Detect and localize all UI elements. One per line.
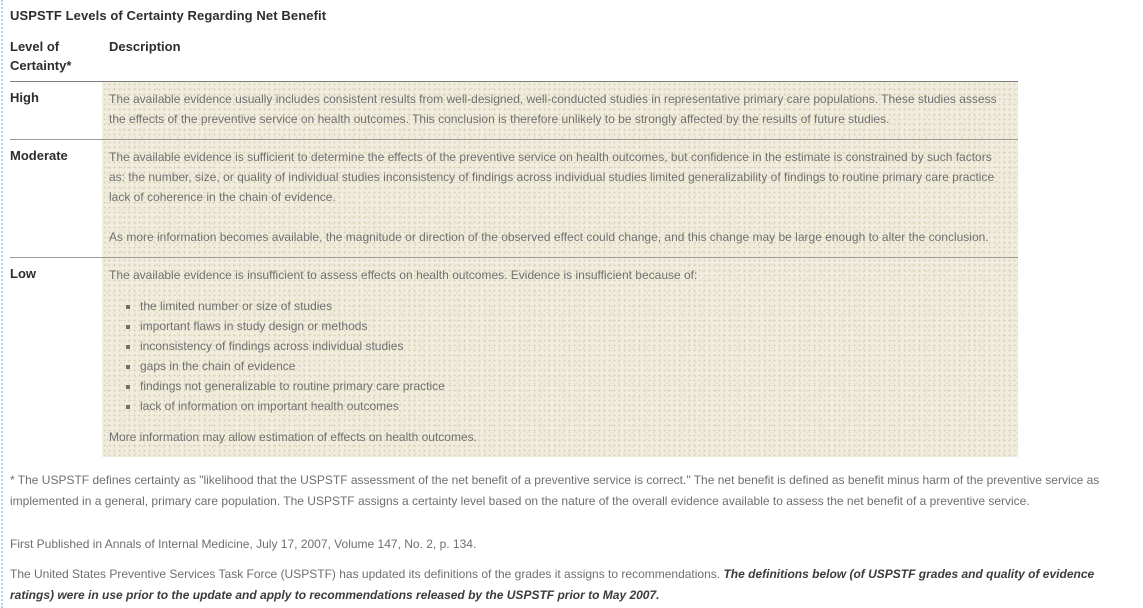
- table-header-row: [10, 31, 1018, 82]
- table-row-high: [10, 82, 1018, 140]
- column-header-description: Description: [109, 39, 181, 54]
- bullet-item: ▪ inconsistency of findings across individual studies: [140, 336, 1004, 356]
- description-outro: More information may allow estimation of effects on health outcomes.: [109, 430, 477, 444]
- description-paragraph: The available evidence is sufficient to determine the effects of the preventive service on health outcomes, but confidence in the estimate is constrained by such factors as: the number, size, or quality of individual studies inconsistency of findings across individual studies limited generalizability of findings to routine primary care practice lack of coherence in the chain of evidence.: [109, 150, 995, 204]
- description-intro: The available evidence is insufficient to assess effects on health outcomes. Evidence is insufficient because of:: [109, 268, 698, 282]
- page-title: USPSTF Levels of Certainty Regarding Net Benefit: [10, 8, 327, 23]
- page-left-edge-border: [1, 0, 3, 608]
- row-description-cell: [102, 258, 1018, 457]
- column-header-level-of-certainty: Level of Certainty*: [10, 39, 72, 73]
- update-note: [10, 564, 1137, 606]
- row-level-label: Low: [10, 266, 36, 281]
- row-level-label: High: [10, 90, 39, 105]
- row-level-label: Moderate: [10, 148, 68, 163]
- certainty-table: [10, 31, 1018, 457]
- bullet-item: ▪ important flaws in study design or methods: [140, 316, 1004, 336]
- row-description-cell: [102, 82, 1018, 139]
- table-row-moderate: [10, 140, 1018, 258]
- update-note-emphasis: The definitions below (of USPSTF grades and quality of evidence ratings) were in use prior to the update and apply to recommendations released by the USPSTF prior to May 2007.: [10, 567, 1095, 602]
- bullet-item: ▪ the limited number or size of studies: [140, 296, 1004, 316]
- description-paragraph: The available evidence usually includes consistent results from well-designed, well-conducted studies in representative primary care populations. These studies assess the effects of the preventive service on health outcomes. This conclusion is therefore unlikely to be strongly affected by the results of future studies.: [109, 92, 997, 126]
- update-note-normal: The United States Preventive Services Task Force (USPSTF) has updated its definitions of the grades it assigns to recommendations.: [10, 567, 724, 581]
- publication-note: First Published in Annals of Internal Medicine, July 17, 2007, Volume 147, No. 2, p. 134.: [10, 537, 477, 551]
- description-paragraph: As more information becomes available, the magnitude or direction of the observed effect could change, and this change may be large enough to alter the conclusion.: [109, 230, 989, 244]
- bullet-list: [109, 296, 1004, 416]
- bullet-item: ▪ findings not generalizable to routine primary care practice: [140, 376, 1004, 396]
- table-row-low: [10, 258, 1018, 457]
- footnote-text: * The USPSTF defines certainty as "likelihood that the USPSTF assessment of the net benefit of a preventive service is correct." The net benefit is defined as benefit minus harm of the preventive service as implemented in a general, primary care population. The USPSTF assigns a certainty level based on the nature of the overall evidence available to assess the net benefit of a preventive service.: [10, 473, 1100, 508]
- row-description-cell: [102, 140, 1018, 257]
- bullet-item: ▪ gaps in the chain of evidence: [140, 356, 1004, 376]
- bullet-item: ▪ lack of information on important health outcomes: [140, 396, 1004, 416]
